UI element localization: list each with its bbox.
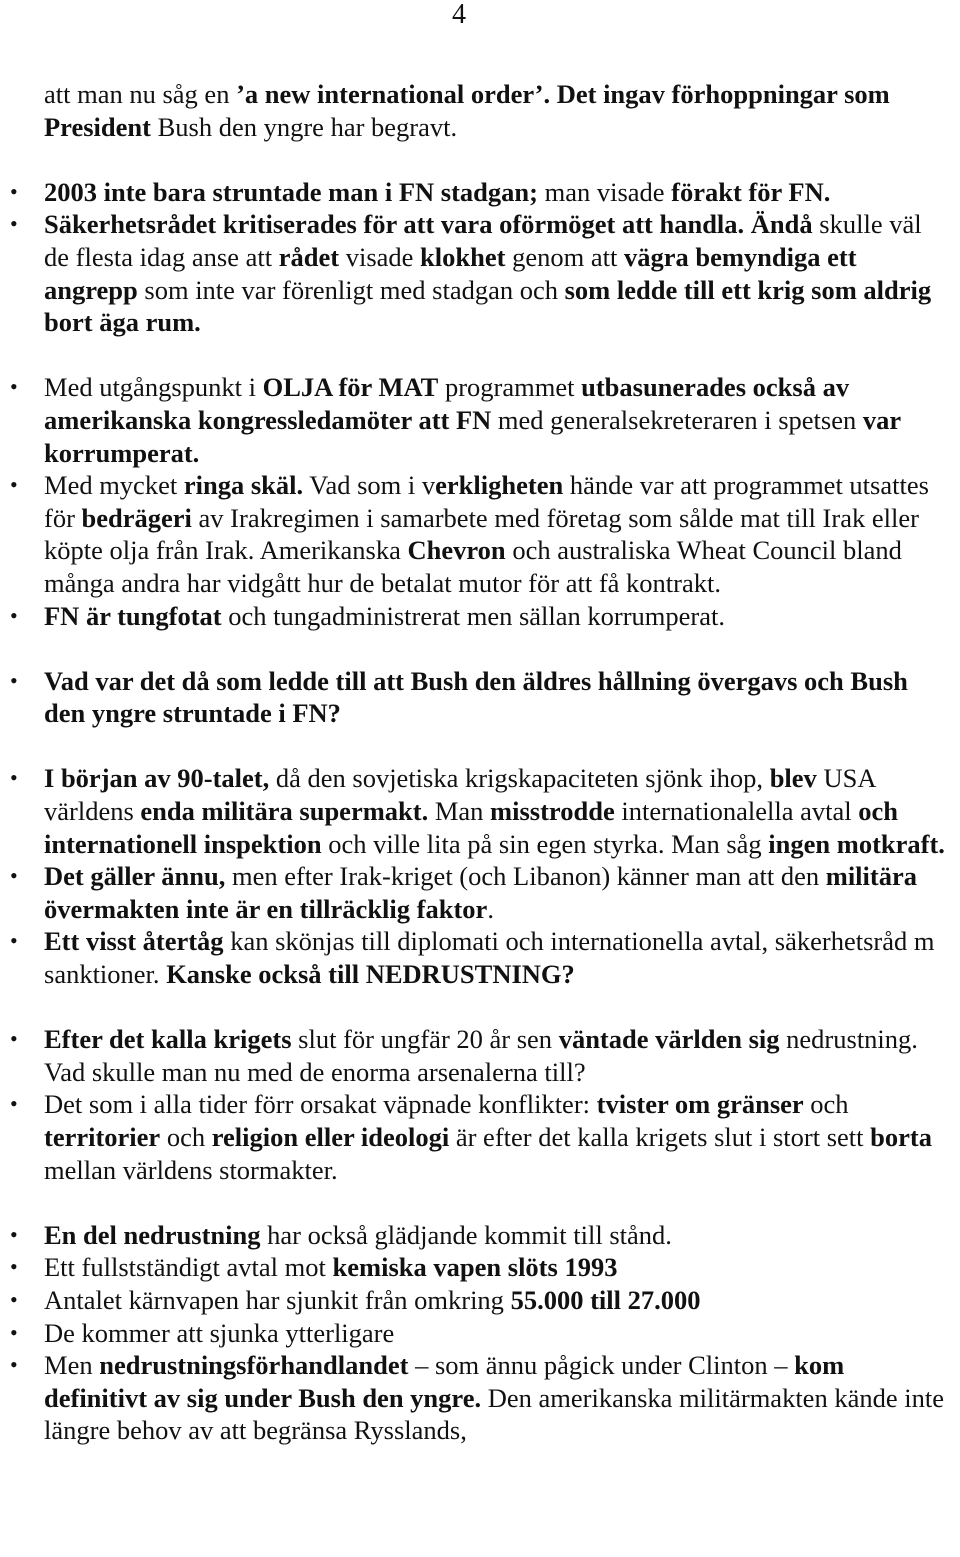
bullet-item: [10, 176, 950, 209]
bullet-item: [10, 762, 950, 860]
bullet-icon: •: [10, 1221, 18, 1247]
text-run: är efter det kalla krigets slut i stort sett: [449, 1122, 871, 1152]
paragraph-text: [44, 371, 950, 469]
text-run: hände var att programmet utsattes för: [44, 470, 929, 533]
paragraph-text: [44, 1317, 950, 1350]
bullet-icon: •: [10, 374, 18, 400]
bold-text-run: och internationell inspektion: [44, 796, 899, 859]
text-run: De kommer att sjunka ytterligare: [44, 1317, 395, 1348]
bullet-icon: •: [10, 928, 18, 954]
bold-text-run: OLJA för MAT: [262, 372, 439, 403]
text-run: och australiska Wheat Council bland många andra har vidgått hur de betalat mutor för att få kontrakt.: [44, 535, 902, 598]
text-run: Antalet kärnvapen har sjunkit från omkring: [44, 1284, 511, 1315]
bold-text-run: erkligheten: [435, 470, 564, 501]
text-run: visade: [339, 241, 421, 272]
paragraph-gap: [44, 143, 950, 176]
paragraph: [44, 78, 950, 143]
bold-text-run: Ett visst återtåg: [44, 926, 224, 957]
paragraph-text: [44, 665, 950, 730]
text-run: har också glädjande kommit till stånd.: [260, 1219, 672, 1250]
text-run: Ett fullstständigt avtal mot: [44, 1252, 333, 1283]
bold-text-run: utbasunerades också av amerikanska kongressledamöter att FN: [44, 372, 850, 435]
text-run: att man nu såg en: [44, 79, 237, 109]
document-body: [10, 78, 950, 1447]
text-run: men efter Irak-kriget (och Libanon) känner man att den: [225, 861, 826, 892]
paragraph-gap: [44, 339, 950, 372]
bold-text-run: 2003 inte bara struntade man i FN stadgan;: [44, 176, 545, 207]
text-run: slut för ungfär 20 år sen: [291, 1024, 559, 1055]
paragraph-text: [44, 1251, 950, 1284]
bold-text-run: rådet: [278, 241, 340, 272]
text-run: då den sovjetiska krigskapaciteten sjönk ihop,: [269, 763, 770, 794]
text-run: programmet: [438, 372, 582, 403]
bullet-icon: •: [10, 472, 18, 498]
bold-text-run: som ledde till ett krig som aldrig bort äga rum.: [44, 274, 932, 338]
bullet-item: [10, 371, 950, 469]
bullet-icon: •: [10, 602, 18, 628]
page-number: 4: [452, 0, 466, 30]
text-run: av Irakregimen i samarbete med företag som sålde mat till Irak eller köpte olja från Irak. Amerikanska: [44, 502, 919, 566]
bold-text-run: blev: [769, 763, 817, 794]
bold-text-run: territorier: [44, 1122, 161, 1152]
text-run: – som ännu pågick under Clinton –: [408, 1350, 795, 1381]
bold-text-run: klokhet: [420, 241, 506, 272]
bullet-item: [10, 1349, 950, 1447]
paragraph-text: [44, 176, 950, 209]
text-run: och ville lita på sin egen styrka. Man såg: [321, 828, 769, 859]
bold-text-run: var korrumperat.: [44, 404, 901, 468]
text-run: som inte var förenligt med stadgan och: [137, 274, 565, 305]
text-run: internationalella avtal: [614, 796, 859, 827]
bullet-icon: •: [10, 1026, 18, 1052]
paragraph-text: [44, 925, 950, 990]
bullet-item: [10, 860, 950, 925]
bullet-icon: •: [10, 667, 18, 693]
bold-text-run: bedrägeri: [81, 502, 192, 533]
bold-text-run: borta: [870, 1122, 932, 1152]
bold-text-run: Säkerhetsrådet kritiserades för att vara oförmöget att handla. Ändå: [44, 209, 813, 240]
bullet-item: [10, 1023, 950, 1088]
bullet-item: [10, 600, 950, 633]
bold-text-run: Chevron: [407, 535, 506, 566]
text-run: och: [160, 1122, 212, 1152]
bullet-item: [10, 208, 950, 338]
text-run: och tungadministrerat men sällan korrumperat.: [221, 600, 725, 631]
paragraph-text: [44, 1219, 950, 1252]
bullet-item: [10, 665, 950, 730]
bold-text-run: Det gäller ännu,: [44, 861, 226, 892]
bold-text-run: nedrustningsförhandlandet: [99, 1350, 409, 1381]
paragraph-text: [44, 1284, 950, 1317]
bold-text-run: ringa skäl.: [183, 470, 304, 501]
bullet-icon: •: [10, 1254, 18, 1280]
text-run: och: [803, 1089, 849, 1120]
bullet-item: [10, 1317, 950, 1350]
text-run: Bush den yngre har begravt.: [157, 111, 458, 142]
bold-text-run: Efter det kalla krigets: [44, 1024, 292, 1055]
paragraph-gap: [44, 632, 950, 665]
text-run: Med mycket: [44, 470, 184, 501]
text-run: Men: [44, 1350, 100, 1381]
bullet-item: [10, 1088, 950, 1186]
text-run: Den amerikanska militärmakten kände inte längre behov av att begränsa Rysslands,: [44, 1382, 944, 1446]
text-run: Vad som i v: [303, 470, 436, 501]
bullet-item: [10, 1284, 950, 1317]
text-run: Det som i alla tider förr orsakat väpnade konflikter:: [44, 1089, 597, 1120]
bold-text-run: förakt för FN.: [671, 176, 831, 207]
bullet-icon: •: [10, 1319, 18, 1345]
paragraph-text: [44, 762, 950, 860]
bullet-icon: •: [10, 863, 18, 889]
bullet-item: [10, 469, 950, 599]
bullet-icon: •: [10, 765, 18, 791]
bold-text-run: Vad var det då som ledde till att Bush den äldres hållning övergavs och Bush den yngre struntade i FN?: [44, 665, 908, 729]
paragraph-text: [44, 1023, 950, 1088]
bold-text-run: religion eller ideologi: [211, 1122, 450, 1152]
paragraph-text: [44, 600, 950, 633]
bold-text-run: kemiska vapen slöts 1993: [332, 1252, 618, 1283]
bold-text-run: enda militära supermakt.: [140, 796, 429, 827]
bullet-icon: •: [10, 1091, 18, 1117]
text-run: Man: [428, 796, 491, 827]
bullet-icon: •: [10, 178, 18, 204]
bold-text-run: I början av 90-talet,: [44, 763, 270, 794]
paragraph-text: [44, 78, 950, 143]
paragraph-text: [44, 469, 950, 599]
bullet-item: [10, 1251, 950, 1284]
bullet-icon: •: [10, 211, 18, 237]
paragraph-gap: [44, 1186, 950, 1219]
bullet-item: [10, 925, 950, 990]
bold-text-run: En del nedrustning: [44, 1219, 261, 1250]
paragraph-gap: [44, 991, 950, 1024]
bold-text-run: misstrodde: [490, 796, 615, 827]
bold-text-run: Kanske också till NEDRUSTNING?: [166, 959, 575, 990]
bold-text-run: 55.000 till 27.000: [510, 1284, 701, 1315]
text-run: Med utgångspunkt i: [44, 372, 263, 403]
bold-text-run: ’a new international order’. Det ingav förhoppningar som President: [44, 79, 890, 142]
text-run: med generalsekreteraren i spetsen: [491, 404, 863, 435]
bold-text-run: tvister om gränser: [596, 1089, 804, 1120]
text-run: nedrustning. Vad skulle man nu med de enorma arsenalerna till?: [44, 1024, 918, 1087]
text-run: mellan världens stormakter.: [44, 1154, 338, 1185]
text-run: genom att: [505, 241, 624, 272]
text-run: .: [487, 893, 494, 924]
bold-text-run: militära övermakten inte är en tillräcklig faktor: [44, 861, 917, 924]
bold-text-run: ingen motkraft.: [768, 828, 945, 859]
bold-text-run: vägra bemyndiga ett angrepp: [44, 241, 857, 305]
paragraph-text: [44, 860, 950, 925]
bold-text-run: FN är tungfotat: [44, 600, 222, 631]
text-run: kan skönjas till diplomati och internationella avtal, säkerhetsråd m sanktioner.: [44, 926, 935, 990]
bullet-item: [10, 1219, 950, 1252]
bold-text-run: kom definitivt av sig under Bush den yngre.: [44, 1350, 845, 1413]
bullet-icon: •: [10, 1352, 18, 1378]
paragraph-text: [44, 1088, 950, 1186]
text-run: skulle väl de flesta idag anse att: [44, 209, 922, 272]
bullet-icon: •: [10, 1286, 18, 1312]
bold-text-run: väntade världen sig: [558, 1024, 780, 1055]
paragraph-text: [44, 208, 950, 338]
text-run: man visade: [544, 176, 672, 207]
paragraph-gap: [44, 730, 950, 763]
text-run: USA världens: [44, 763, 875, 827]
paragraph-text: [44, 1349, 950, 1447]
